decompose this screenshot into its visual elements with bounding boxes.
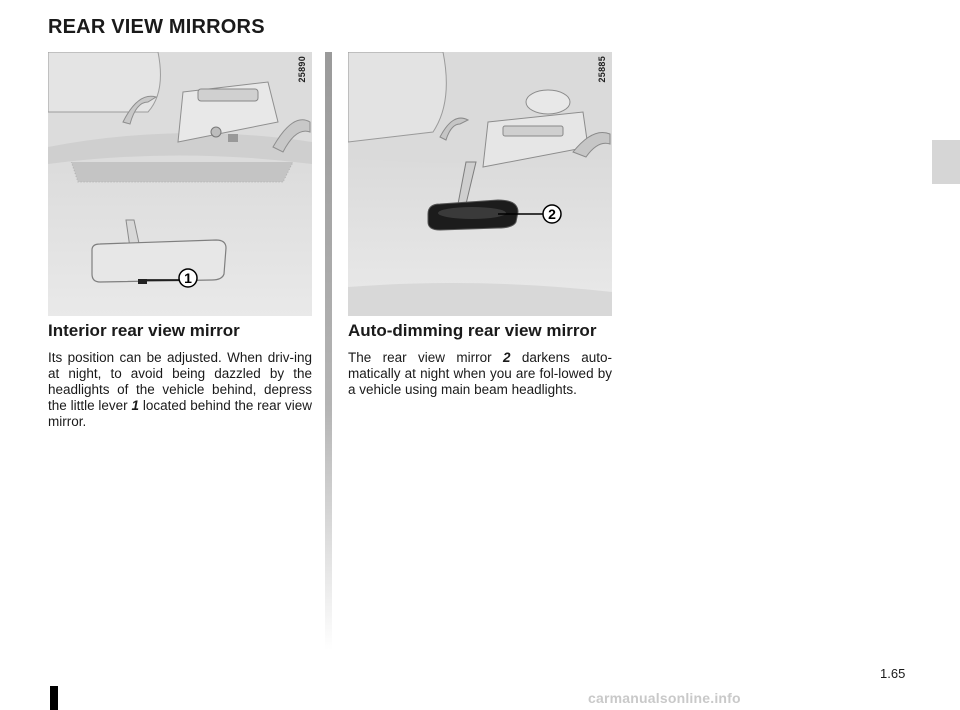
interior-mirror-illustration xyxy=(48,52,312,316)
figure-ref-code-25885: 25885 xyxy=(597,56,607,83)
auto-dimming-mirror-illustration xyxy=(348,52,612,316)
figure-ref-code-25890: 25890 xyxy=(297,56,307,83)
page-number: 1.65 xyxy=(880,666,906,681)
section-heading: Auto-dimming rear view mirror xyxy=(348,321,597,340)
section-auto-dimming-mirror xyxy=(348,320,612,398)
callout-1: 1 xyxy=(184,270,192,286)
section-interior-mirror xyxy=(48,320,312,430)
section-body: The rear view mirror 2 darkens auto-matically at night when you are fol-lowed by a vehicle using main beam headlights. xyxy=(348,350,612,397)
callout-2: 2 xyxy=(548,206,556,222)
section-body: Its position can be adjusted. When driv-ing at night, to avoid being dazzled by the headlights of the vehicle behind, depress the little lever 1 located behind the rear view mirror. xyxy=(48,350,312,429)
corner-mark xyxy=(50,686,58,710)
chapter-tab xyxy=(932,140,960,184)
column-divider xyxy=(325,52,332,650)
figure-interior-mirror xyxy=(48,52,312,316)
watermark: carmanualsonline.info xyxy=(588,690,741,706)
section-heading: Interior rear view mirror xyxy=(48,321,240,340)
page-title: REAR VIEW MIRRORS xyxy=(48,16,265,38)
figure-auto-dimming-mirror xyxy=(348,52,612,316)
lever-ref: 1 xyxy=(131,398,140,413)
mirror-ref: 2 xyxy=(502,350,511,365)
